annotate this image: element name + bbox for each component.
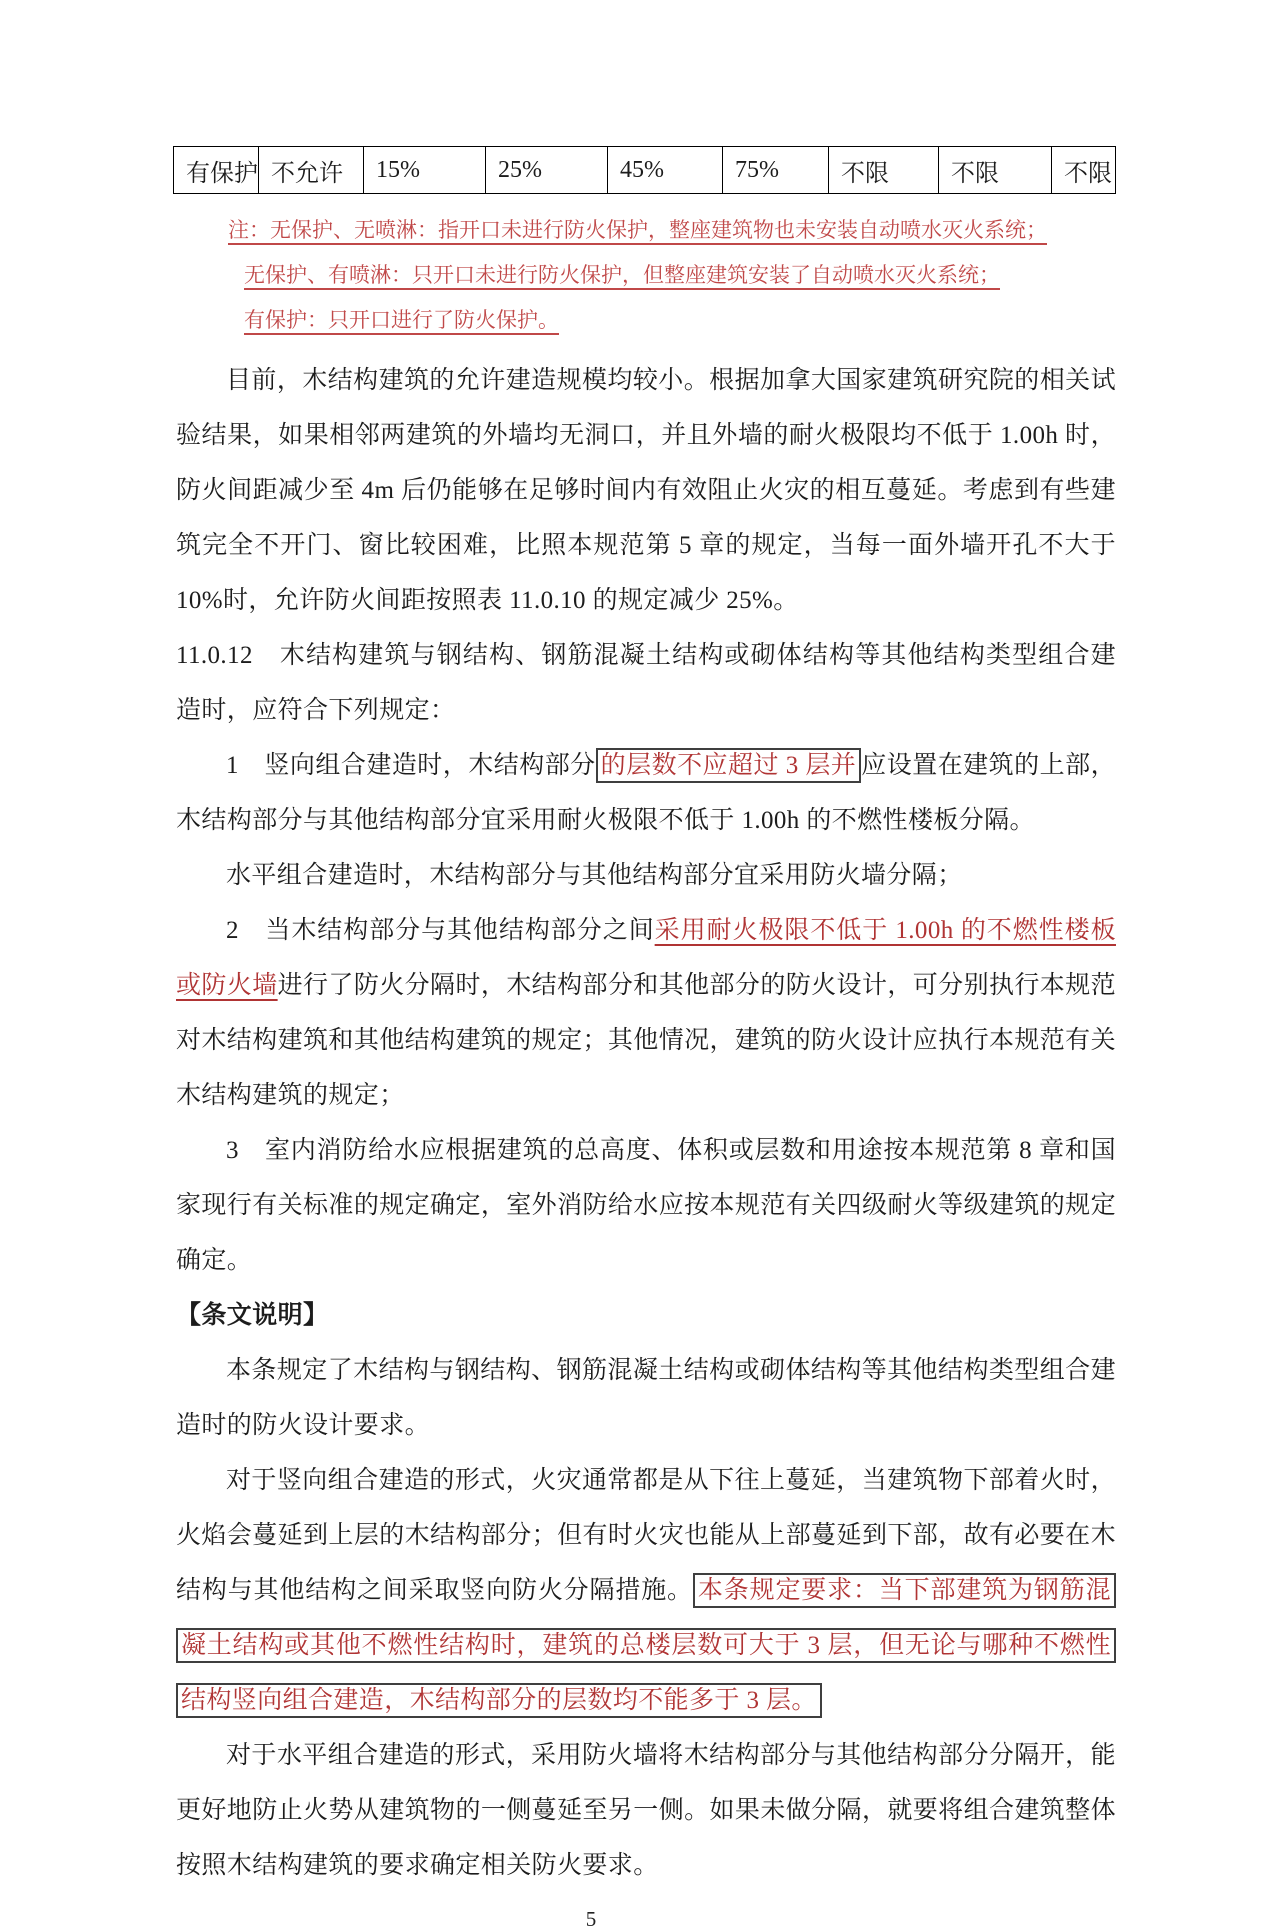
table-cell: 45% [608,147,723,194]
vertical-combination-text: 对于竖向组合建造的形式，火灾通常都是从下往上蔓延，当建筑物下部着火时，火焰会蔓延到上层的木结构部分；但有时火灾也能从上部蔓延到下部，故有必要在木结构与其他结构之间采取竖向防火分隔措施。 [176,1467,1116,1604]
paragraph-vertical-combination [176,1453,1116,1728]
table-cell: 25% [486,147,608,194]
table-cell: 不限 [829,147,939,194]
paragraph-item-2 [176,903,1116,1123]
paragraph-clause-11-0-12: 11.0.12 木结构建筑与钢结构、钢筋混凝土结构或砌体结构等其他结构类型组合建造时，应符合下列规定： [176,642,1116,724]
page-content [176,146,1116,1932]
item-2-text-before: 2 当木结构部分与其他结构部分之间 [226,917,655,944]
table-cell: 不限 [1052,147,1116,194]
paragraph-horizontal-combination: 对于水平组合建造的形式，采用防火墙将木结构部分与其他结构部分分隔开，能更好地防止火势从建筑物的一侧蔓延至另一侧。如果未做分隔，就要将组合建筑整体按照木结构建筑的要求确定相关防火要求。 [176,1742,1116,1879]
paragraph-overview: 目前，木结构建筑的允许建造规模均较小。根据加拿大国家建筑研究院的相关试验结果，如果相邻两建筑的外墙均无洞口，并且外墙的耐火极限均不低于 1.00h 时，防火间距减少至 4m 后仍能够在足够时间内有效阻止火灾的相互蔓延。考虑到有些建筑完全不开门、窗比较困难，比照本规范第 5 章的规定，当每一面外墙开孔不大于 10%时，允许防火间距按照表 11.0.10 的规定减少 25%。 [176,367,1116,614]
note-line-2: 无保护、有喷淋：只开口未进行防火保护，但整座建筑安装了自动喷水灭火系统； [244,263,1000,287]
table-row [174,147,1116,194]
paragraph-item-1 [176,738,1116,848]
table-notes [228,208,1116,343]
document-body [176,353,1116,1893]
table-cell: 15% [364,147,486,194]
table-cell: 不允许 [259,147,364,194]
item-1-text-before: 1 竖向组合建造时，木结构部分 [226,752,596,779]
section-header-commentary: 【条文说明】 [176,1302,329,1329]
note-line-1: 注：无保护、无喷淋：指开口未进行防火保护，整座建筑物也未安装自动喷水灭火系统； [228,218,1047,242]
note-line-3: 有保护：只开口进行了防火保护。 [244,308,559,332]
page-number: 5 [585,1907,597,1931]
item-2-underlined-revision-text: 采用耐火极限不低于 1.00h 的不燃性楼板或防火墙 [176,917,1116,999]
protection-opening-table [173,146,1116,194]
item-2-text-after: 进行了防火分隔时，木结构部分和其他部分的防火设计，可分别执行本规范对木结构建筑和其他结构建筑的规定；其他情况，建筑的防火设计应执行本规范有关木结构建筑的规定； [176,972,1116,1109]
paragraph-horizontal-rule: 水平组合建造时，木结构部分与其他结构部分宜采用防火墙分隔； [226,862,963,889]
vertical-combination-boxed-revision-text: 本条规定要求：当下部建筑为钢筋混凝土结构或其他不燃性结构时，建筑的总楼层数可大于 3 层，但无论与哪种不燃性结构竖向组合建造，木结构部分的层数均不能多于 3 层。 [176,1573,1116,1718]
table-cell: 不限 [939,147,1052,194]
paragraph-item-3: 3 室内消防给水应根据建筑的总高度、体积或层数和用途按本规范第 8 章和国家现行有关标准的规定确定，室外消防给水应按本规范有关四级耐火等级建筑的规定确定。 [176,1137,1116,1274]
item-1-text-after: 应设置在建筑的上部，木结构部分与其他结构部分宜采用耐火极限不低于 1.00h 的不燃性楼板分隔。 [176,752,1116,834]
item-1-boxed-revision-text: 的层数不应超过 3 层并 [596,748,862,783]
paragraph-commentary-intro: 本条规定了木结构与钢结构、钢筋混凝土结构或砌体结构等其他结构类型组合建造时的防火设计要求。 [176,1357,1116,1439]
table-cell: 有保护 [174,147,259,194]
table-cell: 75% [723,147,829,194]
